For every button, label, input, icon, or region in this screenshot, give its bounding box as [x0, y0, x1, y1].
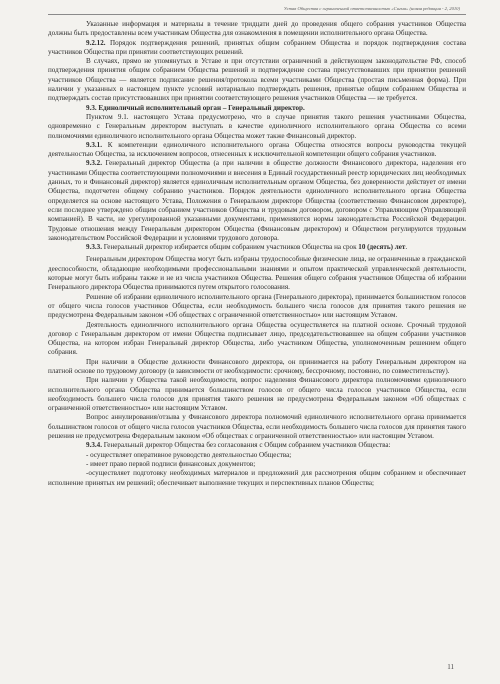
clause-number: 9.2.12. [86, 38, 106, 47]
paragraph-text: При наличии в Обществе должности Финансового директора, он принимается на работу Генеральным директором на платной основе по трудовому договору (в зависимости от необходимости: срочному, бессрочному, постоянно, по совместительству). [48, 357, 466, 375]
paragraph [48, 321, 466, 358]
paragraph [48, 413, 466, 441]
clause-number: 9.3.2. [86, 159, 102, 168]
paragraph [48, 243, 466, 252]
paragraph-text: К компетенции единоличного исполнительного органа Общества относятся вопросы руководства текущей деятельностью Общества, за исключением вопросов, отнесенных к исключительной компетенции общего собрания участников. [48, 140, 466, 159]
paragraph-text: - имеет право первой подписи финансовых документов; [86, 459, 256, 468]
paragraph [48, 293, 466, 321]
paragraph [48, 441, 466, 450]
paragraph [48, 39, 466, 58]
paragraph-text: Генеральный директор Общества без согласования с Общим собранием участников Общества: [103, 441, 391, 450]
paragraph [48, 20, 466, 39]
paragraph-text: - осуществляет оперативное руководство деятельностью Общества; [86, 450, 292, 459]
clause-number: 9.3.3. [86, 243, 102, 252]
paragraph-text: Генеральным директором Общества могут быть избраны трудоспособные физические лица, не ограниченные в гражданской дееспособности, обладающие необходимыми профессиональными знаниями и опытом практической управленческой деятельности, которые могут быть избраны также и не из числа участников Общества. Решения общего собрания участников Общества об избрании Генерального директора Общества принимаются путем открытого голосования. [48, 255, 466, 292]
paragraph [48, 159, 466, 243]
paragraph [48, 113, 466, 141]
paragraph-text: При наличии у Общества такой необходимости, вопрос наделения Финансового директора полномочиями единоличного исполнительного органа Общества принимается большинством голосов от общего числа голосов участников Общества, если необходимость большего числа голосов для принятия такого решения не предусмотрена Федеральным законом «Об обществах с ограниченной ответственностью» или настоящим Уставом. [48, 376, 466, 413]
paragraph-text: -осуществляет подготовку необходимых материалов и предложений для рассмотрения общим собранием и обеспечивает исполнение принятых им решений; обеспечивает выполнение текущих и перспективных планов Общества; [48, 469, 466, 487]
paragraph-text: Деятельность единоличного исполнительного органа Общества осуществляется на платной основе. Срочный трудовой договор с Генеральным директором от имени Общества подписывает лицо, председательствовавшее на общем собрании участников Общества, на котором избран Генеральный директор Общества, либо участником Общества, уполномоченным решением общего собрания. [48, 320, 466, 357]
clause-number: 9.3.1. [86, 140, 102, 149]
paragraph-text: Генеральный директор Общества (а при наличии в обществе должности Финансового директора, наделения его участниками Общества соответствующими полномочиями и внесения в Единый государственный реестр юридических лиц необходимых данных, то и Финансовый директор) является единоличным исполнительным органом Общества, без доверенности действует от имени Общества, подотчетен общему собранию участников. Порядок деятельности единоличного исполнительного органа Общества определяется на основе настоящего Устава, Положения о Генеральном директоре Общества (соответственно Финансовом директоре), если последнее утверждено общим собранием участников Общества и трудовым договором, договором с Управляющим (Управляющей компанией). В части, не урегулированной указанными документами, применяются нормы законодательства Российской Федерации. Трудовые отношения между Генеральным директором Общества (Финансовым директором) и Обществом регулируются трудовым законодательством Российской Федерации и условиями трудового договора. [48, 159, 466, 242]
paragraph [48, 451, 466, 460]
page-number: 11 [447, 663, 454, 671]
paragraph-text: Порядок подтверждения решений, принятых общим собранием Общества и порядок подтверждения состава участников Общества при принятии соответствующих решений. [48, 38, 466, 56]
paragraph-text: Пунктом 9.1. настоящего Устава предусмотрено, что в случае принятия такого решения участниками Общества, одновременно с Генеральным директором выступать в качестве единоличного исполнительного органа Общества со всеми полномочиями единоличного исполнительного органа Общества может также Финансовый директор. [48, 112, 466, 140]
paragraph-text: Решение об избрании единоличного исполнительного органа (Генерального директора), принимается большинством голосов от общего числа голосов участников Общества, если необходимость большего числа голосов для принятия такого решения не предусмотрена Федеральным законом «Об обществах с ограниченной ответственностью» или настоящим Уставом. [48, 292, 466, 320]
term-emphasis: 10 (десять) лет [358, 243, 406, 252]
running-header: Устав Общества с ограниченной ответственностью «Сигма» (новая редакция - 2, 2010) [283, 6, 460, 11]
paragraph-text: Вопрос аннулирования/отзыва у Финансового директора полномочий единоличного исполнительного органа принимается большинством голосов от общего числа голосов участников Общества, если необходимость большего числа голосов для принятия такого решения не предусмотрена Федеральным законом «Об обществах с ограниченной ответственностью» или настоящим Уставом. [48, 413, 466, 441]
paragraph [48, 469, 466, 488]
header-rule [48, 14, 466, 15]
section-heading: 9.3. Единоличный исполнительный орган – Генеральный директор. [86, 103, 305, 112]
paragraph [48, 141, 466, 160]
paragraph-text: В случаях, прямо не упомянутых в Уставе и при отсутствии ограничений в действующем законодательстве РФ, способ подтверждения принятия общим собранием Общества решений и подтверждение состава присутствовавших при принятии решений участников Общества — является подписание решения/протокола всеми участниками Общества (простая письменная форма). При наличии у указанных в настоящем пункте условий нотариально подтверждать решения, принятые общим собранием Общества и подтверждать состав присутствовавших при принятии соответствующего решения участников Общества — не требуется. [48, 57, 466, 103]
paragraph [48, 376, 466, 413]
paragraph [48, 255, 466, 292]
paragraph [48, 57, 466, 103]
clause-number: 9.3.4. [86, 441, 102, 450]
paragraph-tail: . [405, 243, 408, 252]
paragraph [48, 104, 466, 113]
paragraph [48, 460, 466, 469]
paragraph-text: Указанные информация и материалы в течение тридцати дней до проведения общего собрания участников Общества должны быть предоставлены всем участникам Общества для ознакомления в помещении исполнительного органа Общества. [48, 20, 466, 38]
paragraph-text: Генеральный директор избирается общим собранием участников Общества на срок [103, 243, 357, 252]
document-body [48, 20, 466, 488]
paragraph [48, 358, 466, 377]
